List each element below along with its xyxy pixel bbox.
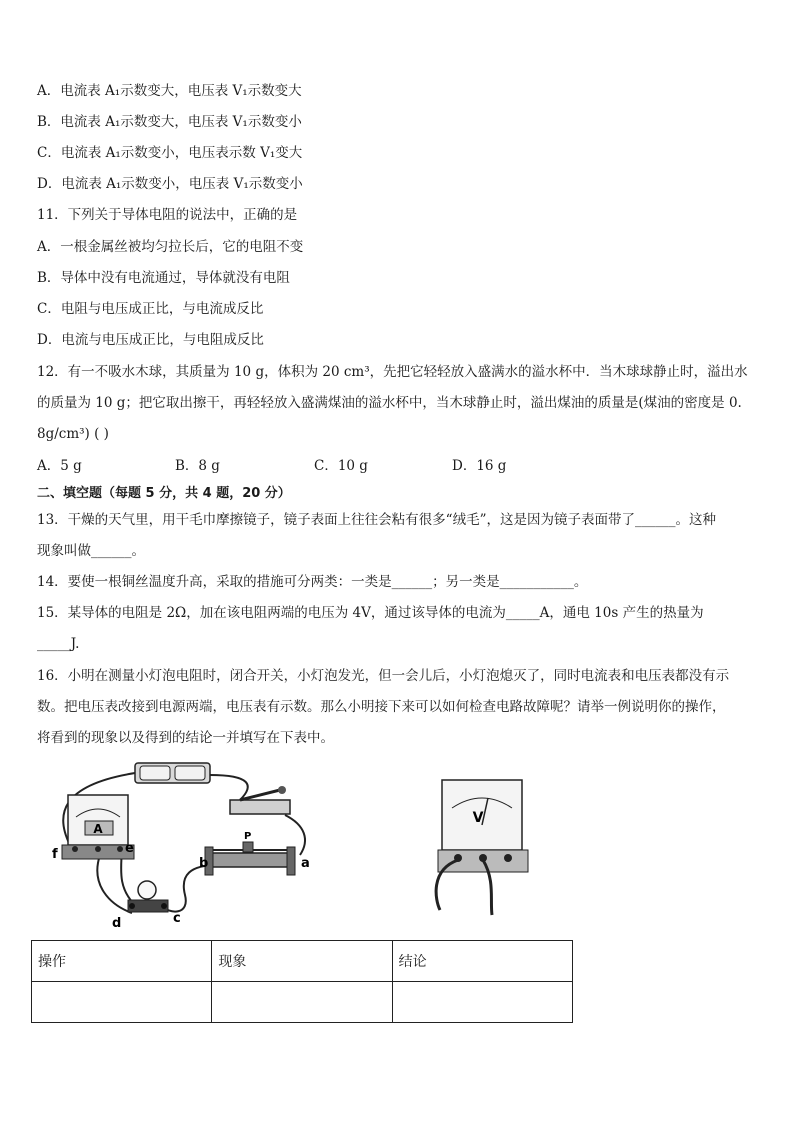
q11-option-d: D．电流与电压成正比，与电阻成反比 <box>37 332 264 348</box>
q12-option-c: C．10 g <box>314 458 368 474</box>
terminal-f-label: f <box>52 847 58 862</box>
rheostat-icon <box>205 842 295 875</box>
q14-text: 14．要使一根铜丝温度升高，采取的措施可分两类：一类是______；另一类是___________。 <box>37 574 588 590</box>
terminal-c-label: c <box>173 911 181 926</box>
answer-table <box>31 940 573 1023</box>
header-conclusion: 结论 <box>392 941 572 982</box>
battery-icon <box>135 763 210 783</box>
bulb-icon <box>128 881 168 912</box>
ammeter-label: A <box>93 822 103 836</box>
q12-option-d: D．16 g <box>452 458 507 474</box>
circuit-diagram <box>40 755 320 935</box>
q10-option-c: C．电流表 A₁示数变小，电压表示数 V₁变大 <box>37 145 303 161</box>
q11-option-b: B．导体中没有电流通过，导体就没有电阻 <box>37 270 290 286</box>
cell-phenomenon[interactable] <box>212 982 392 1023</box>
voltmeter-label: V <box>472 810 484 826</box>
table-header-row <box>32 941 573 982</box>
switch-icon <box>230 786 290 814</box>
terminal-d-label: d <box>112 916 122 931</box>
terminal-a-label: a <box>301 856 310 871</box>
wire-ammeter-f <box>97 855 132 913</box>
header-operation: 操作 <box>32 941 212 982</box>
terminal-e-label: e <box>125 841 134 856</box>
cell-conclusion[interactable] <box>392 982 572 1023</box>
q11-option-a: A．一根金属丝被均匀拉长后，它的电阻不变 <box>37 239 304 255</box>
q12-line2: 的质量为 10 g；把它取出擦干，再轻轻放入盛满煤油的溢水杯中，当木球静止时，溢出煤油的质量是(煤油的密度是 0. <box>37 395 742 411</box>
wire-battery-switch <box>210 775 248 800</box>
section-heading: 二、填空题（每题 5 分，共 4 题，20 分） <box>37 486 291 501</box>
q13-line2: 现象叫做______。 <box>37 543 145 559</box>
q10-option-a: A．电流表 A₁示数变大，电压表 V₁示数变大 <box>37 83 302 99</box>
q16-line1: 16．小明在测量小灯泡电阻时，闭合开关，小灯泡发光，但一会儿后，小灯泡熄灭了，同时电流表和电压表都没有示 <box>37 668 730 684</box>
q13-line1: 13．干燥的天气里，用干毛巾摩擦镜子，镜子表面上往往会粘有很多“绒毛”，这是因为镜子表面带了______。这种 <box>37 512 716 528</box>
q12-line3: 8g/cm³) ( ) <box>37 426 109 442</box>
voltmeter-diagram <box>400 770 540 920</box>
q10-option-b: B．电流表 A₁示数变大，电压表 V₁示数变小 <box>37 114 302 130</box>
voltmeter-icon <box>438 780 528 872</box>
header-phenomenon: 现象 <box>212 941 392 982</box>
q16-line3: 将看到的现象以及得到的结论一并填写在下表中。 <box>37 730 334 746</box>
q11-stem: 11．下列关于导体电阻的说法中，正确的是 <box>37 207 298 223</box>
cell-operation[interactable] <box>32 982 212 1023</box>
q10-option-d: D．电流表 A₁示数变小，电压表 V₁示数变小 <box>37 176 303 192</box>
slider-label: P <box>244 831 252 842</box>
ammeter-icon <box>62 795 134 859</box>
q11-option-c: C．电阻与电压成正比，与电流成反比 <box>37 301 264 317</box>
q12-options <box>37 456 597 476</box>
table-row <box>32 982 573 1023</box>
q15-line1: 15．某导体的电阻是 2Ω，加在该电阻两端的电压为 4V，通过该导体的电流为_____A，通电 10s 产生的热量为 <box>37 605 704 621</box>
terminal-b-label: b <box>199 856 209 871</box>
q12-option-b: B．8 g <box>175 458 220 474</box>
q15-line2: _____J. <box>37 636 80 652</box>
q12-line1: 12．有一不吸水木球，其质量为 10 g，体积为 20 cm³，先把它轻轻放入盛满水的溢水杯中．当木球球静止时，溢出水 <box>37 364 748 380</box>
q16-line2: 数。把电压表改接到电源两端，电压表有示数。那么小明接下来可以如何检查电路故障呢？请举一例说明你的操作， <box>37 699 726 715</box>
q12-option-a: A．5 g <box>37 458 82 474</box>
